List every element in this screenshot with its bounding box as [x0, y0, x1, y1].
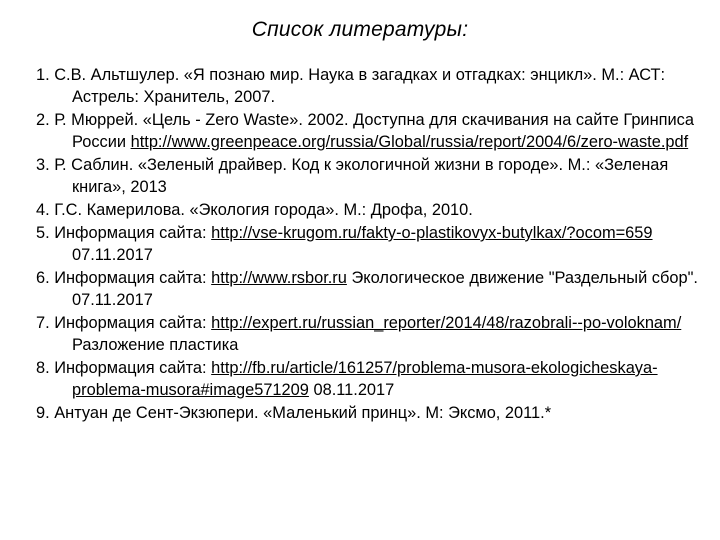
- reference-item: [36, 402, 704, 424]
- reference-link[interactable]: http://fb.ru/article/161257/problema-musora-ekologicheskaya-problema-musora#image571209: [72, 359, 658, 399]
- reference-item: [36, 312, 704, 356]
- reference-text: 3. Р. Саблин. «Зеленый драйвер. Код к экологичной жизни в городе». М.: «Зеленая книга», 2013: [36, 156, 669, 196]
- reference-link[interactable]: http://www.rsbor.ru: [211, 269, 347, 287]
- reference-text: 6. Информация сайта:: [36, 269, 212, 287]
- reference-link[interactable]: http://www.greenpeace.org/russia/Global/russia/report/2004/6/zero-waste.pdf: [130, 133, 689, 151]
- reference-text: 8. Информация сайта:: [36, 359, 212, 377]
- reference-date: 07.11.2017: [72, 246, 153, 264]
- reference-text: 1. С.В. Альтшулер. «Я познаю мир. Наука в загадках и отгадках: энцикл». М.: АСТ: Астрель: Хранитель, 2007.: [36, 66, 666, 106]
- reference-note: Экологическое движение "Раздельный сбор". 07.11.2017: [72, 269, 698, 309]
- reference-note: Разложение пластика: [72, 336, 239, 354]
- reference-text: 4. Г.С. Камерилова. «Экология города». М.: Дрофа, 2010.: [36, 201, 473, 219]
- reference-item: [36, 199, 704, 221]
- reference-date: 08.11.2017: [308, 381, 395, 399]
- reference-item: [36, 267, 704, 311]
- reference-item: [36, 109, 704, 153]
- reference-link[interactable]: http://vse-krugom.ru/fakty-o-plastikovyx-butylkax/?ocom=659: [211, 224, 653, 242]
- reference-item: [36, 357, 704, 401]
- reference-text: 2. Р. Мюррей. «Цель - Zero Waste». 2002. Доступна для скачивания на сайте Гринписа России: [36, 111, 694, 151]
- reference-link[interactable]: http://expert.ru/russian_reporter/2014/48/razobrali--po-voloknam/: [211, 314, 682, 332]
- reference-item: [36, 222, 704, 266]
- page-title: Список литературы:: [251, 18, 469, 41]
- reference-item: [36, 154, 704, 198]
- reference-item: [36, 64, 704, 108]
- reference-text: 5. Информация сайта:: [36, 224, 212, 242]
- reference-text: 9. Антуан де Сент-Экзюпери. «Маленький принц». М: Эксмо, 2011.*: [36, 404, 552, 422]
- reference-list: [36, 64, 704, 425]
- reference-text: 7. Информация сайта:: [36, 314, 212, 332]
